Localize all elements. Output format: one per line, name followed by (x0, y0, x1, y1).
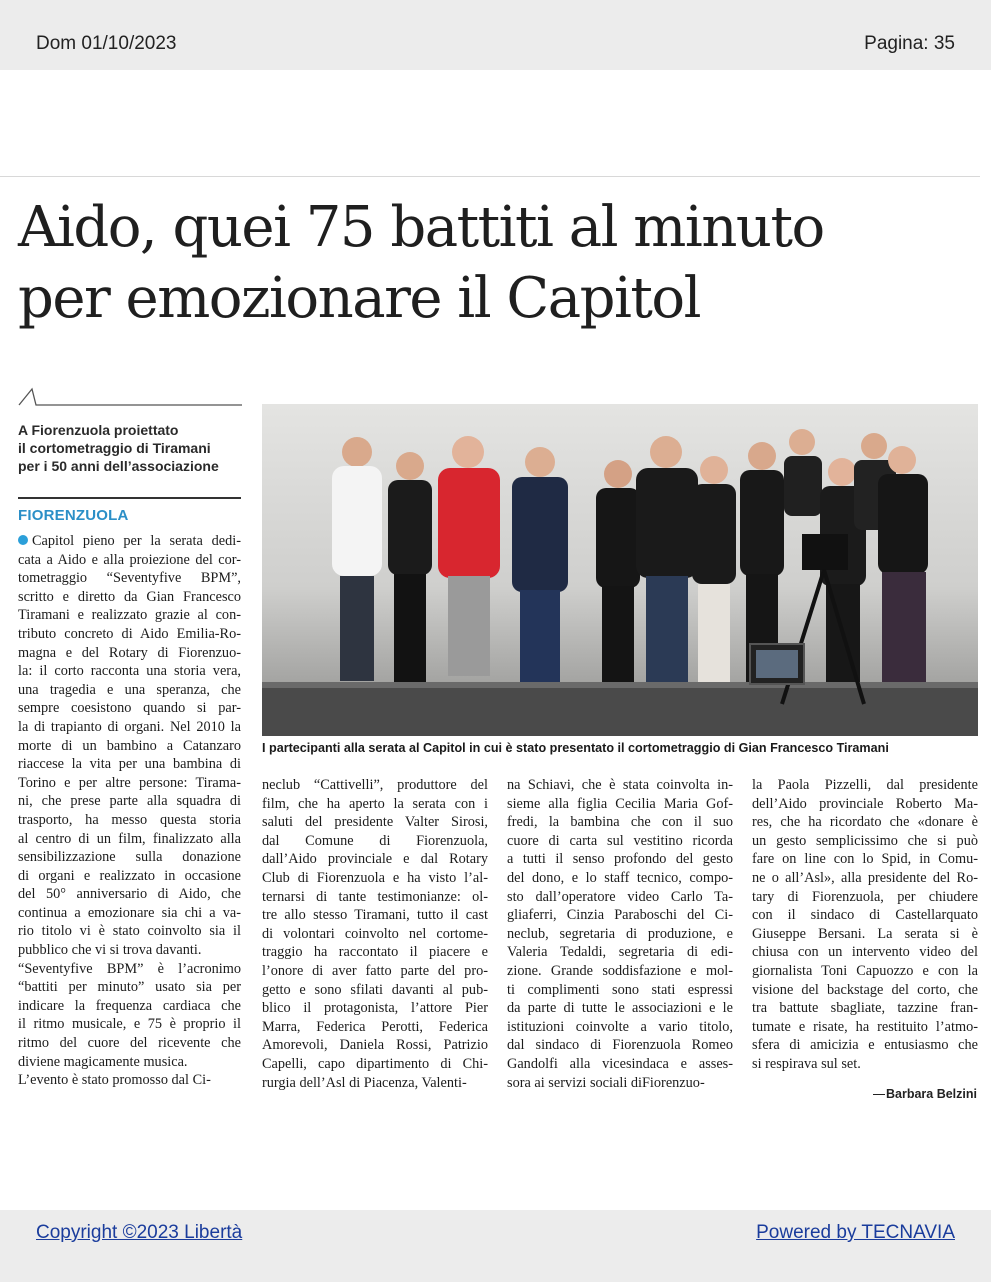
headline-line-1: Aido, quei 75 battiti al minuto (18, 195, 824, 260)
article-text-line: cuore di carta sul vestitino ricorda (507, 832, 733, 849)
article-headline (18, 192, 978, 334)
article-text-line: a tutti il senso profondo del gesto (507, 851, 733, 868)
article-text-line: istituzioni coinvolte a vario titolo, (507, 1018, 733, 1035)
article-text-line: rurgia dell’Asl di Piacenza, Valenti- (262, 1074, 467, 1091)
article-text-line: l’onore di aver fatto parte del pro- (262, 962, 488, 979)
article-text-line: res, che ha ricordato che «donare è (752, 814, 978, 831)
article-text-line: ternarsi di tante testimonianze: ol- (262, 888, 488, 905)
article-text-line: Capelli, capo dipartimento di Chi- (262, 1055, 488, 1072)
article-text-line: ne o all’Asl», alla presidente del Ro- (752, 869, 978, 886)
article-text-line: si respirava sul set. (752, 1055, 861, 1072)
location-kicker: FIORENZUOLA (18, 507, 129, 524)
article-text-line: con il sindaco di Castellarquato (752, 907, 978, 924)
article-text-line: tra battute sbagliate, tazzine fran- (752, 1000, 978, 1017)
subhead-line: per i 50 anni dell’associazione (18, 458, 219, 474)
article-text-line: sensibilizzazione sulla donazione (18, 849, 241, 866)
article-text-line: morte di un bambino a Catanzaro (18, 737, 241, 754)
article-text-line: dal sindaco di Fiorenzuola Romeo (507, 1037, 733, 1054)
bullet-dot-icon (18, 535, 28, 545)
article-text-line: getto e sono sfilati davanti al pub- (262, 981, 488, 998)
article-text-line: dall’Aido provinciale e dal Rotary (262, 851, 488, 868)
article-text-line-first: Capitol pieno per la serata dedi- (32, 533, 241, 549)
article-text-line: fare on line con lo Spid, in Comu- (752, 851, 978, 868)
article-text-line: sempre coesistono quando si par- (18, 700, 241, 717)
article-text-line: neclub, segretaria di produzione, e (507, 925, 733, 942)
page-number: Pagina: 35 (864, 33, 955, 54)
article-text-line: ti complimenti sono stati espressi (507, 981, 733, 998)
powered-by-link[interactable]: Powered by TECNAVIA (756, 1222, 955, 1243)
subhead-line: il cortometraggio di Tiramani (18, 440, 211, 456)
subhead-line: A Fiorenzuola proiettato (18, 422, 179, 438)
article-text-line: gliaferri, Cinzia Paraboschi del Ci- (507, 907, 733, 924)
article-subhead (18, 421, 248, 475)
article-text-line: continua a emozionare sia chi a va- (18, 904, 241, 921)
article-text-line: Valeria Tedaldi, segretaria di edi- (507, 944, 733, 961)
article-text-line: sieme alla figlia Cecilia Maria Gof- (507, 795, 733, 812)
article-text-line: sfera di amicizia e entusiasmo che (752, 1037, 978, 1054)
top-bar (0, 0, 991, 70)
article-text-line: tary di Fiorenzuola, per chiudere (752, 888, 978, 905)
article-text-line: film, che ha aperto la serata con i (262, 795, 488, 812)
article-text-line: da parte di tutte le associazioni e le (507, 1000, 733, 1017)
article-text-line: del dono, e lo staff tecnico, compo- (507, 869, 733, 886)
article-text-line: il ritmo musicale, e 75 è proprio il (18, 1016, 241, 1033)
article-column-4 (752, 776, 978, 1074)
page-divider (0, 176, 980, 177)
article-text-line: chiusa con un intervento video del (752, 944, 978, 961)
event-photo (262, 404, 978, 736)
article-text-line: sto dall’operatore video Carlo Ta- (507, 888, 733, 905)
article-text-line: dal Comune di Fiorenzuola, (262, 832, 488, 849)
article-text-line: Giuseppe Bersani. La serata si è (752, 925, 978, 942)
article-text-line: tometraggio “Seventyfive BPM”, (18, 570, 241, 587)
article-text-line: di volontari coinvolto nel cortome- (262, 925, 488, 942)
article-text-line: Gandolfi alla vicesindaca e asses- (507, 1055, 733, 1072)
group-photo-illustration (262, 404, 978, 736)
headline-line-2: per emozionare il Capitol (18, 266, 701, 331)
article-text-line: ni, che prese parte alla squadra di (18, 793, 241, 810)
article-text-line: giornalista Toni Capuozzo e con la (752, 962, 978, 979)
photo-caption: I partecipanti alla serata al Capitol in cui è stato presentato il cortometraggio di Gian Francesco Tiramani (262, 741, 889, 755)
article-text-line: tre allo stesso Tiramani, tutto il cast (262, 907, 488, 924)
article-column-1 (18, 532, 241, 1090)
subhead-rule (18, 497, 241, 499)
article-text-line: na Schiavi, che è stata coinvolta in- (507, 777, 733, 793)
article-text-line: ritmo del cuore del ricevente che (18, 1035, 241, 1052)
article-text-line: indicare la frequenza cardiaca che (18, 997, 241, 1014)
article-text-line: Marra, Federica Perotti, Federica (262, 1018, 488, 1035)
article-text-line: riaccese la vita per una bambina di (18, 756, 241, 773)
article-text-line: di organi e realizzato in occasione (18, 867, 241, 884)
article-text-line: traggio ha raccontato il piacere e (262, 944, 488, 961)
article-text-line: una tragedia e una speranza, che (18, 681, 241, 698)
article-text-line: cata a Aido e alla proiezione del cor- (18, 551, 241, 568)
article-text-line: trasporto, ha messo questa storia (18, 811, 241, 828)
article-text-line: del 50° anniversario di Aido, che (18, 886, 241, 903)
author-signature (873, 1087, 977, 1101)
article-text-line: Torino e per altre persone: Tirama- (18, 774, 241, 791)
article-text-line (18, 532, 241, 551)
article-text-line: la Paola Pizzelli, dal presidente (752, 777, 978, 793)
article-text-line: saluti del presidente Valter Sirosi, (262, 814, 488, 831)
article-text-line: magna e del Rotary di Fiorenzuo- (18, 644, 241, 661)
article-text-line: pubblico che vi si trova davanti. (18, 942, 202, 959)
article-text-line: la: il corto racconta una storia vera, (18, 663, 241, 680)
bottom-bar (0, 1210, 991, 1282)
article-text-line: diviene magicamente musica. (18, 1053, 188, 1070)
article-text-line: Tiramani e realizzato grazie al con- (18, 607, 241, 624)
article-text-line: la di trapianto di organi. Nel 2010 la (18, 718, 241, 735)
article-text-line: “Seventyfive BPM” è l’acronimo (18, 960, 241, 977)
article-column-2 (262, 776, 488, 1092)
article-text-line: visione del backstage del corto, che (752, 981, 978, 998)
article-text-line: fredi, la bambina che con il suo (507, 814, 733, 831)
article-text-line: “battiti per minuto” usato sia per (18, 979, 241, 996)
article-text-line: blico il protagonista, l’attore Pier (262, 1000, 488, 1017)
article-text-line: zione. Grande soddisfazione e mol- (507, 962, 733, 979)
section-tick-icon (18, 384, 243, 406)
article-text-line: neclub “Cattivelli”, produttore del (262, 777, 488, 793)
article-text-line: sora ai servizi sociali diFiorenzuo- (507, 1074, 705, 1091)
article-text-line: scritto e diretto da Gian Francesco (18, 588, 241, 605)
article-text-line: al centro di un film, finalizzato alla (18, 830, 241, 847)
article-text-line: dell’Aido provinciale Roberto Ma- (752, 795, 978, 812)
article-text-line: tributo concreto di Aido Emilia-Ro- (18, 625, 241, 642)
copyright-link[interactable]: Copyright ©2023 Libertà (36, 1222, 243, 1243)
signature-dash (873, 1094, 885, 1095)
article-text-line: un gesto semplicissimo che si può (752, 832, 978, 849)
article-text-line: rio titolo vi è stato coinvolto sia il (18, 923, 241, 940)
article-column-3 (507, 776, 733, 1092)
article-text-line: Club di Fiorenzuola e ha visto l’al- (262, 869, 488, 886)
issue-date: Dom 01/10/2023 (36, 33, 177, 54)
author-name: Barbara Belzini (885, 1087, 977, 1101)
article-text-line: tumate e risate, ha restituito l’atmo- (752, 1018, 978, 1035)
article-text-line: L’evento è stato promosso dal Ci- (18, 1072, 211, 1089)
article-text-line: Amorevoli, Daniela Rossi, Patrizio (262, 1037, 488, 1054)
